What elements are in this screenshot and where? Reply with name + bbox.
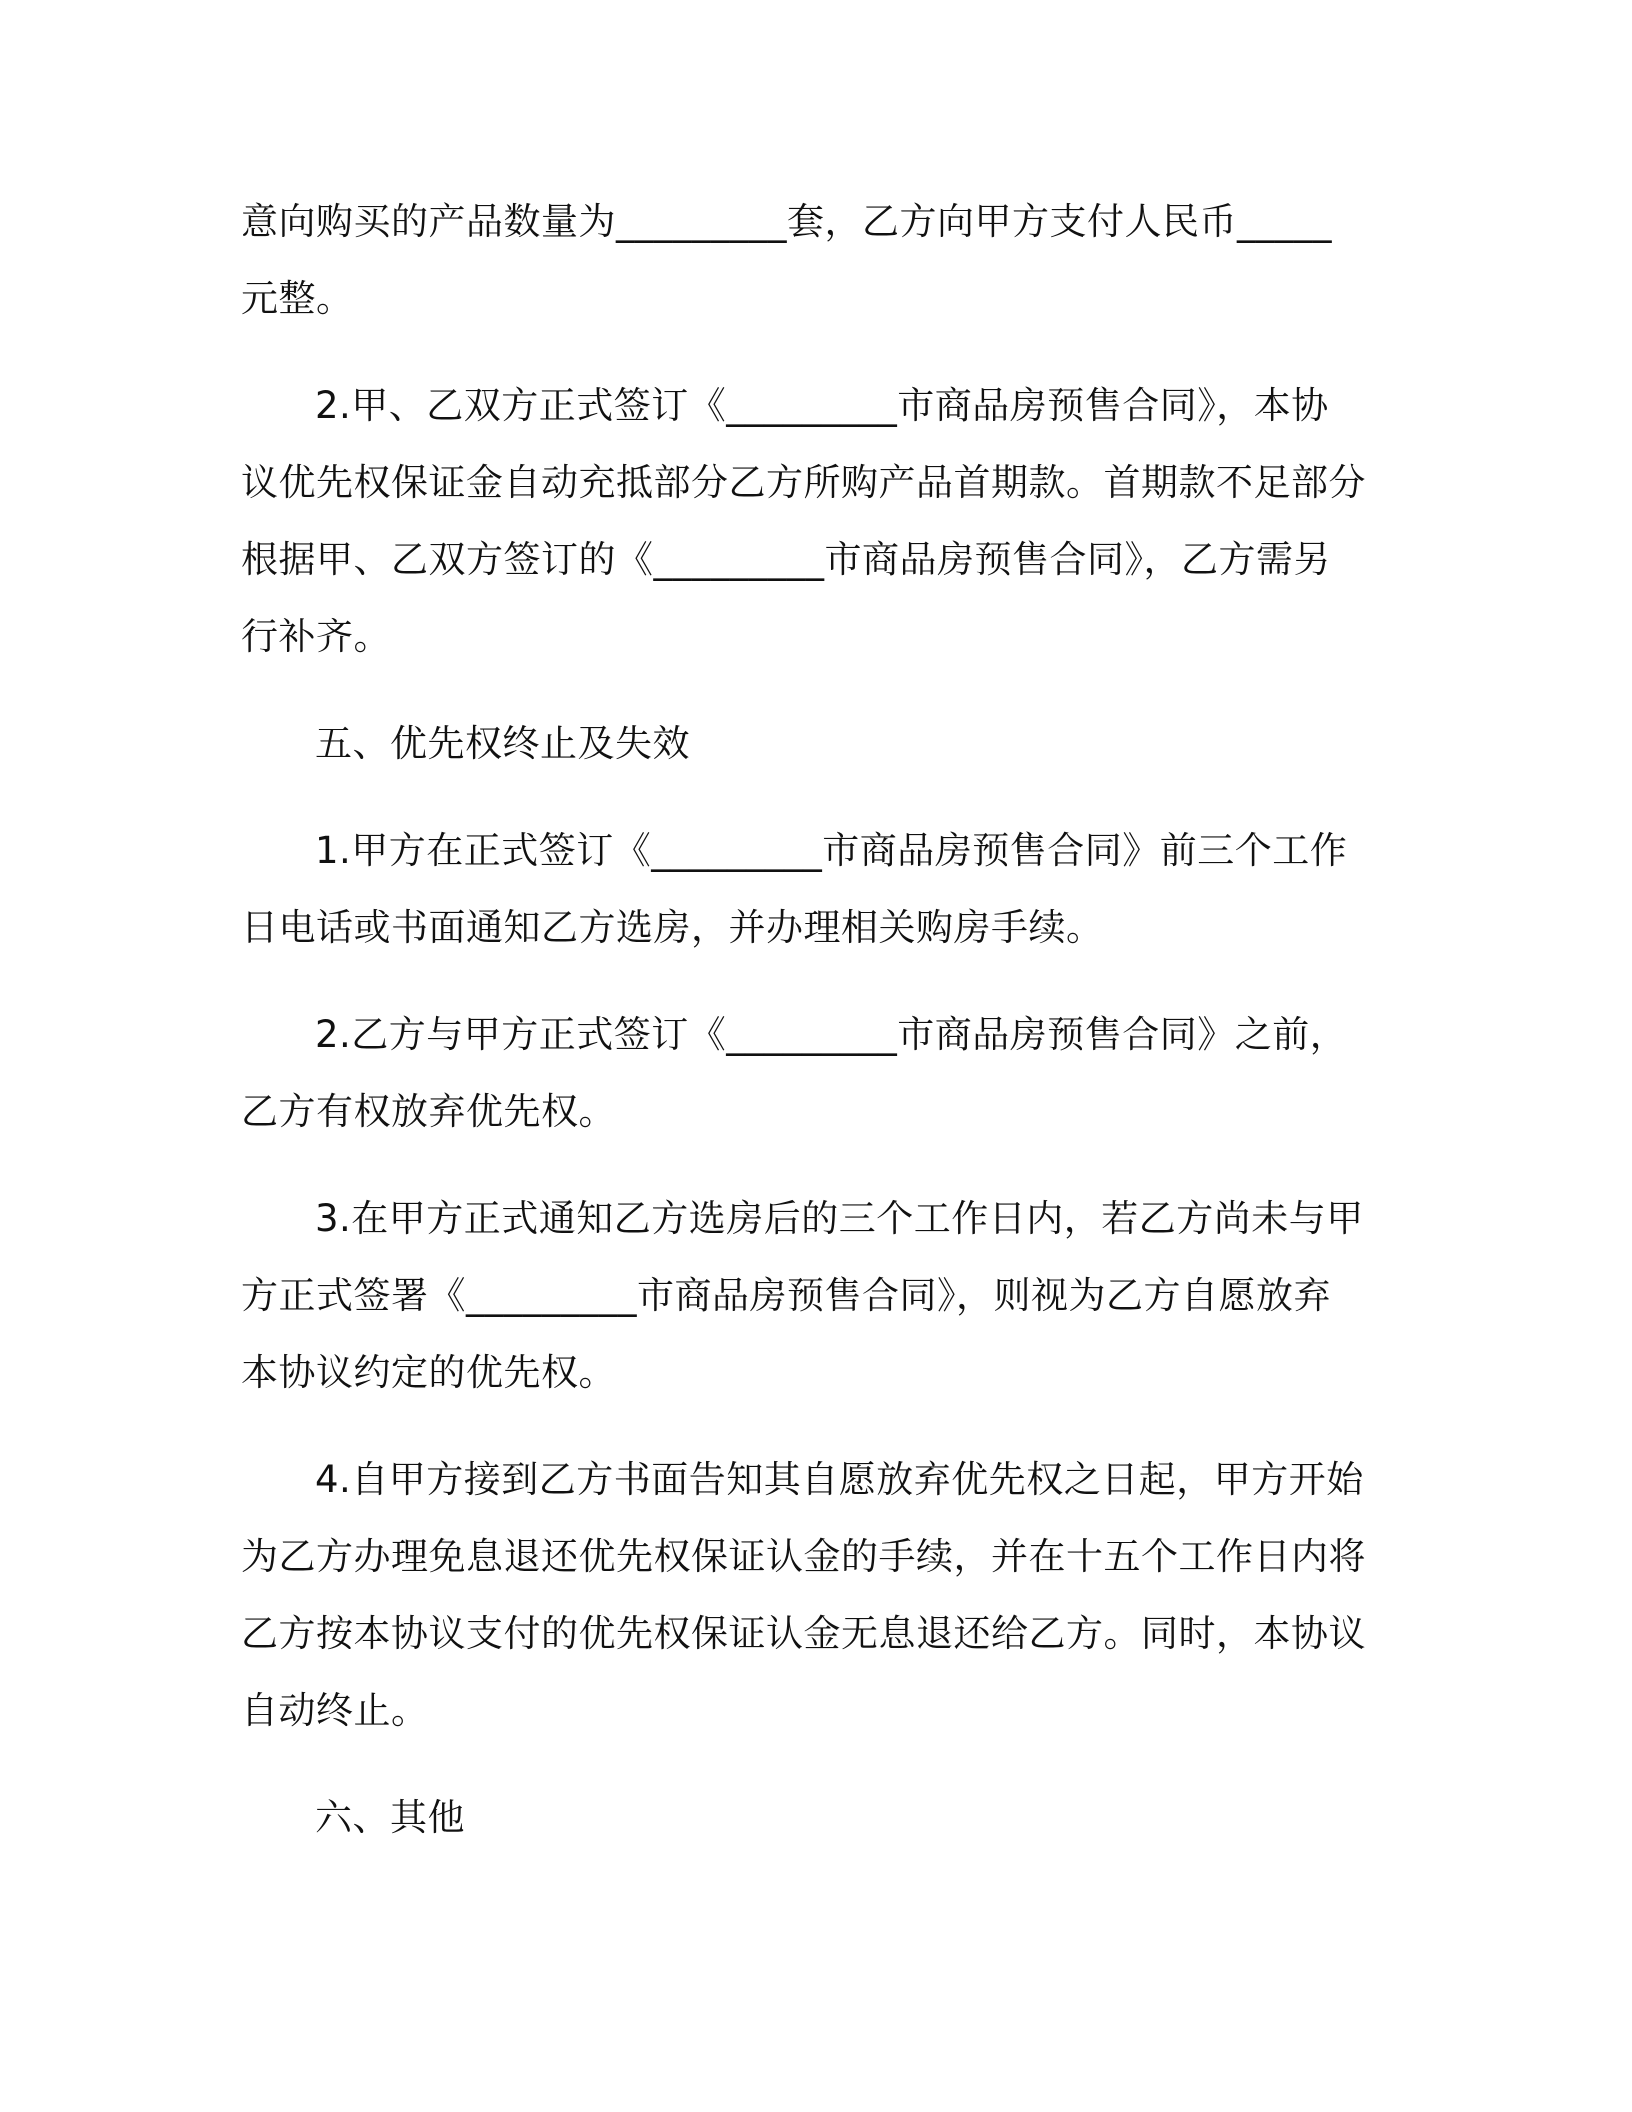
text-line: 根据甲、乙双方签订的《_________市商品房预售合同》，乙方需另: [241, 538, 1331, 581]
text-line: 元整。: [241, 277, 354, 320]
heading-text: 五、优先权终止及失效: [315, 722, 690, 765]
text-line: 1.甲方在正式签订《_________市商品房预售合同》前三个工作: [315, 829, 1348, 872]
text-line: 日电话或书面通知乙方选房，并办理相关购房手续。: [241, 906, 1104, 949]
paragraph-clause-5-1: [241, 812, 1365, 966]
document-body: [241, 183, 1365, 1886]
text-line: 2.甲、乙双方正式签订《_________市商品房预售合同》，本协: [315, 384, 1329, 427]
text-line: 本协议约定的优先权。: [241, 1351, 616, 1394]
text-line: 行补齐。: [241, 615, 391, 658]
paragraph-continued: [241, 183, 1365, 337]
paragraph-clause-4-2: [241, 367, 1365, 675]
text-line: 乙方按本协议支付的优先权保证认金无息退还给乙方。同时，本协议: [241, 1612, 1366, 1655]
heading-text: 六、其他: [315, 1796, 465, 1839]
text-line: 自动终止。: [241, 1689, 429, 1732]
text-line: 意向购买的产品数量为_________套，乙方向甲方支付人民币_____: [241, 200, 1332, 243]
paragraph-clause-5-3: [241, 1180, 1365, 1411]
text-line: 乙方有权放弃优先权。: [241, 1090, 616, 1133]
section-heading-5: [241, 705, 1365, 782]
text-line: 方正式签署《_________市商品房预售合同》，则视为乙方自愿放弃: [241, 1274, 1331, 1317]
paragraph-clause-5-2: [241, 996, 1365, 1150]
text-line: 议优先权保证金自动充抵部分乙方所购产品首期款。首期款不足部分: [241, 461, 1366, 504]
text-line: 4.自甲方接到乙方书面告知其自愿放弃优先权之日起，甲方开始: [315, 1458, 1364, 1501]
text-line: 2.乙方与甲方正式签订《_________市商品房预售合同》之前，: [315, 1013, 1348, 1056]
text-line: 为乙方办理免息退还优先权保证认金的手续，并在十五个工作日内将: [241, 1535, 1366, 1578]
text-line: 3.在甲方正式通知乙方选房后的三个工作日内，若乙方尚未与甲: [315, 1197, 1364, 1240]
section-heading-6: [241, 1779, 1365, 1856]
paragraph-clause-5-4: [241, 1441, 1365, 1749]
